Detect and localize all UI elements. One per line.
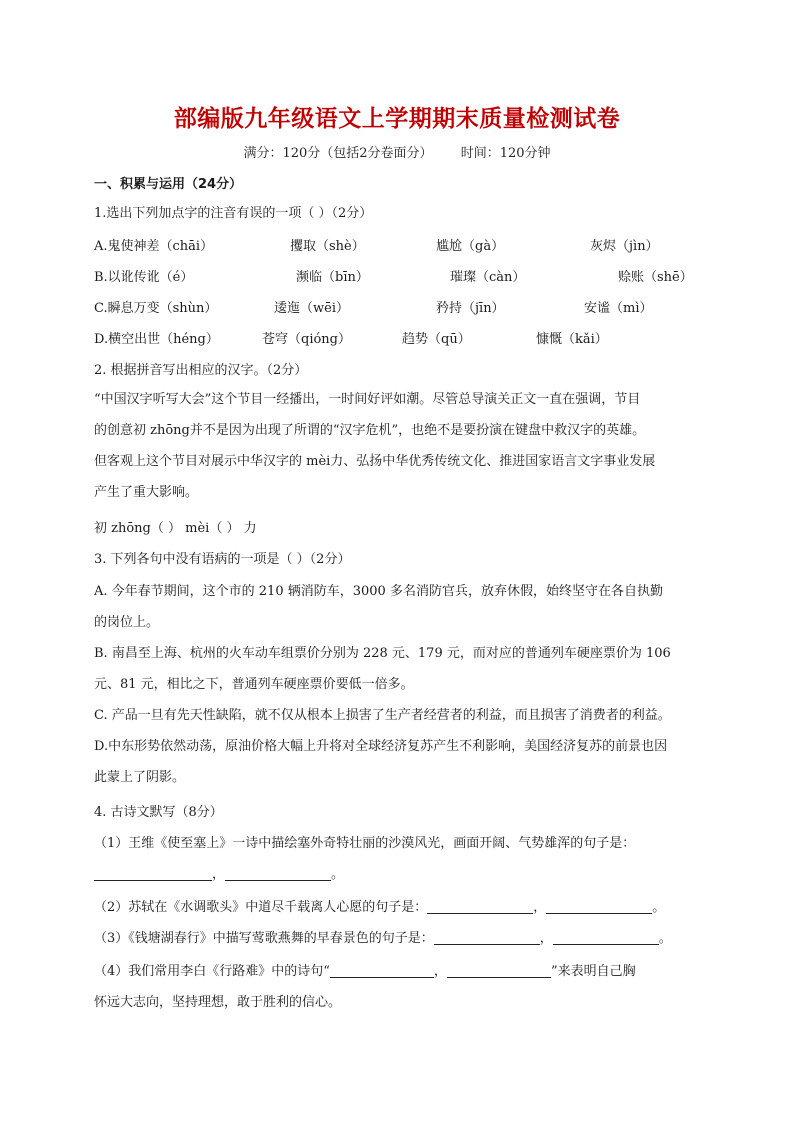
- option-text: 攫取（shè）: [290, 239, 365, 254]
- question-3-options: [94, 576, 700, 793]
- passage-line: 的创意初 zhōng并不是因为出现了所谓的“汉字危机”，也绝不是要扮演在键盘中救汉字的英雄。: [94, 423, 646, 438]
- option-text: 尴尬（gà）: [436, 239, 505, 254]
- option-line: D.中东形势依然动荡，原油价格大幅上升将对全球经济复苏产生不利影响，美国经济复苏的前景也因: [94, 739, 668, 754]
- question-4-item-4: （4）我们常用李白《行路难》中的诗句“ ， ”来表明自己胸: [94, 964, 636, 979]
- question-4-item-2: （2）苏轼在《水调歌头》中道尽千载离人心愿的句子是： ， 。: [94, 900, 666, 915]
- question-4-item-3: （3）《钱塘湖春行》中描写莺歌燕舞的早春景色的句子是： ， 。: [94, 931, 672, 946]
- answer-blank[interactable]: [330, 963, 434, 978]
- option-text: 趋势（qū）: [402, 332, 471, 347]
- answer-blank[interactable]: [546, 899, 652, 914]
- passage-line: 产生了重大影响。: [94, 485, 199, 500]
- question-4-item-1: （1）王维《使至塞上》一诗中描绘塞外奇特壮丽的沙漠风光，画面开阔、气势雄浑的句子是：: [94, 836, 636, 851]
- option-line: 此蒙上了阴影。: [94, 770, 186, 785]
- question-2-answer-line: 初 zhōng（ ） mèi（ ） 力: [94, 521, 257, 536]
- answer-blank[interactable]: [94, 866, 212, 881]
- time-info: 时间：120分钟: [460, 146, 551, 161]
- question-1-option-a: [94, 235, 700, 253]
- option-line: B. 南昌至上海、杭州的火车动车组票价分别为 228 元、179 元，而对应的普通列车硬座票价为 106: [94, 646, 671, 661]
- question-1-option-b: [94, 266, 700, 284]
- option-text: B.以讹传讹（é）: [94, 270, 194, 285]
- option-line: 元、81 元，相比之下，普通列车硬座票价要低一倍多。: [94, 677, 414, 692]
- question-4-item-4-continued: 怀远大志向，坚持理想，敢于胜利的信心。: [94, 995, 342, 1010]
- option-text: 赊账（shē）: [618, 270, 693, 285]
- option-text: 慷慨（kǎi）: [536, 332, 608, 347]
- question-1-stem: 1.选出下列加点字的注音有误的一项（ ）（2分）: [94, 206, 373, 221]
- passage-line: 但客观上这个节目对展示中华汉字的 mèi力、弘扬中华优秀传统文化、推进国家语言文字事业发展: [94, 454, 656, 469]
- option-text: A.鬼使神差（chāi）: [94, 239, 214, 254]
- question-2-stem: 2. 根据拼音写出相应的汉字。（2分）: [94, 363, 308, 378]
- question-4-stem: 4. 古诗文默写（8分）: [94, 805, 223, 820]
- option-line: A. 今年春节期间，这个市的 210 辆消防车，3000 多名消防官兵，放弃休假，始终坚守在各自执勤: [94, 584, 663, 599]
- answer-blank[interactable]: [434, 930, 540, 945]
- option-line: C. 产品一旦有先天性缺陷，就不仅从根本上损害了生产者经营者的利益，而且损害了消费者的利益。: [94, 708, 671, 723]
- option-line: 的岗位上。: [94, 615, 160, 630]
- score-info: 满分：120分（包括2分卷面分）: [243, 146, 433, 161]
- answer-blank[interactable]: [447, 963, 551, 978]
- section-heading: 一、积累与运用（24分）: [94, 177, 243, 192]
- option-text: 灰烬（jìn）: [590, 239, 659, 254]
- answer-blank[interactable]: [427, 899, 533, 914]
- option-text: 安谧（mì）: [584, 301, 653, 316]
- exam-info: [0, 142, 794, 161]
- question-4-item-1-answer: ， 。: [94, 866, 344, 884]
- option-text: 矜持（jīn）: [436, 301, 505, 316]
- option-text: C.瞬息万变（shùn）: [94, 301, 218, 316]
- page-title: 部编版九年级语文上学期期末质量检测试卷: [173, 106, 621, 132]
- question-2-passage: [94, 384, 700, 508]
- passage-line: “中国汉字听写大会”这个节目一经播出，一时间好评如潮。尽管总导演关正文一直在强调，节目: [94, 392, 641, 407]
- answer-blank[interactable]: [553, 930, 659, 945]
- question-3-stem: 3. 下列各句中没有语病的一项是（ ）（2分）: [94, 552, 351, 567]
- option-text: D.横空出世（héng）: [94, 332, 219, 347]
- answer-blank[interactable]: [225, 866, 331, 881]
- option-text: 濒临（bīn）: [296, 270, 369, 285]
- option-text: 璀璨（càn）: [450, 270, 526, 285]
- option-text: 逶迤（wēi）: [274, 301, 349, 316]
- option-text: 苍穹（qióng）: [262, 332, 352, 347]
- question-1-option-c: [94, 297, 700, 315]
- question-1-option-d: [94, 328, 700, 346]
